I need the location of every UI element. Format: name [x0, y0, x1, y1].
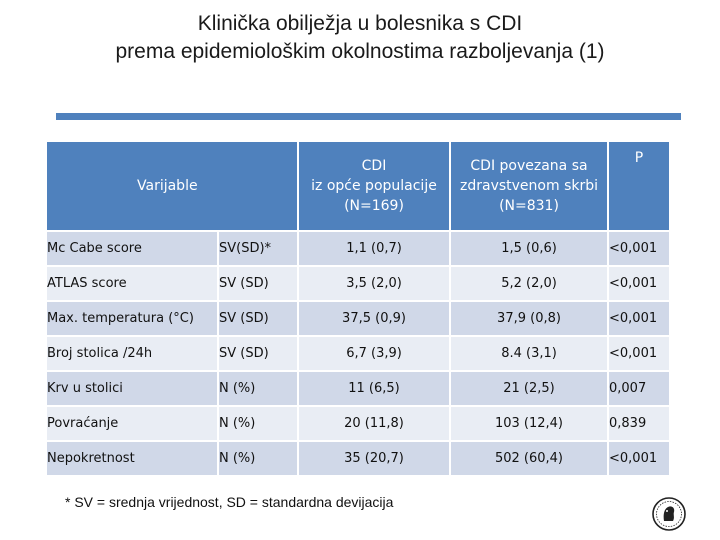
- row-healthcare-value: 103 (12,4): [451, 407, 607, 440]
- row-healthcare-value: 5,2 (2,0): [451, 267, 607, 300]
- row-p-value: <0,001: [609, 337, 669, 370]
- header-community-line2: iz opće populacije: [311, 178, 437, 194]
- header-variable: Varijable: [47, 142, 297, 230]
- row-community-value: 6,7 (3,9): [299, 337, 449, 370]
- row-community-value: 37,5 (0,9): [299, 302, 449, 335]
- header-healthcare-line2: zdravstvenom skrbi: [460, 178, 598, 194]
- clinical-features-table: [45, 140, 671, 477]
- header-community-cdi: [299, 142, 449, 230]
- row-variable: ATLAS score: [47, 267, 217, 300]
- table-row: [47, 407, 669, 440]
- row-healthcare-value: 1,5 (0,6): [451, 232, 607, 265]
- row-unit: N (%): [219, 372, 297, 405]
- row-unit: SV (SD): [219, 337, 297, 370]
- row-healthcare-value: 502 (60,4): [451, 442, 607, 475]
- row-healthcare-value: 21 (2,5): [451, 372, 607, 405]
- row-healthcare-value: 8.4 (3,1): [451, 337, 607, 370]
- header-healthcare-cdi: [451, 142, 607, 230]
- row-variable: Povraćanje: [47, 407, 217, 440]
- row-unit: SV (SD): [219, 302, 297, 335]
- row-variable: Max. temperatura (°C): [47, 302, 217, 335]
- row-p-value: <0,001: [609, 267, 669, 300]
- row-community-value: 35 (20,7): [299, 442, 449, 475]
- row-p-value: <0,001: [609, 232, 669, 265]
- header-community-line1: CDI: [361, 158, 387, 174]
- row-community-value: 20 (11,8): [299, 407, 449, 440]
- table-row: [47, 442, 669, 475]
- title-line-2: prema epidemiološkim okolnostima razboljevanja (1): [115, 40, 605, 63]
- row-variable: Mc Cabe score: [47, 232, 217, 265]
- table-row: [47, 232, 669, 265]
- row-variable: Krv u stolici: [47, 372, 217, 405]
- row-healthcare-value: 37,9 (0,8): [451, 302, 607, 335]
- header-healthcare-line3: (N=831): [499, 198, 559, 214]
- slide-title: [0, 10, 720, 66]
- row-p-value: 0,839: [609, 407, 669, 440]
- row-unit: SV (SD): [219, 267, 297, 300]
- footnote: * SV = srednja vrijednost, SD = standardna devijacija: [65, 494, 394, 510]
- row-p-value: <0,001: [609, 302, 669, 335]
- header-community-line3: (N=169): [344, 198, 404, 214]
- title-line-1: Klinička obilježja u bolesnika s CDI: [197, 12, 523, 35]
- row-p-value: 0,007: [609, 372, 669, 405]
- accent-bar: [56, 113, 681, 120]
- row-unit: SV(SD)*: [219, 232, 297, 265]
- row-unit: N (%): [219, 407, 297, 440]
- table-row: [47, 302, 669, 335]
- table-row: [47, 372, 669, 405]
- university-seal-icon: [651, 496, 687, 532]
- table-row: [47, 337, 669, 370]
- row-variable: Broj stolica /24h: [47, 337, 217, 370]
- table-row: [47, 267, 669, 300]
- header-healthcare-line1: CDI povezana sa: [470, 158, 588, 174]
- row-community-value: 3,5 (2,0): [299, 267, 449, 300]
- row-unit: N (%): [219, 442, 297, 475]
- row-community-value: 11 (6,5): [299, 372, 449, 405]
- header-p-value: P: [609, 142, 669, 230]
- row-community-value: 1,1 (0,7): [299, 232, 449, 265]
- row-variable: Nepokretnost: [47, 442, 217, 475]
- table-header-row: [47, 142, 669, 230]
- row-p-value: <0,001: [609, 442, 669, 475]
